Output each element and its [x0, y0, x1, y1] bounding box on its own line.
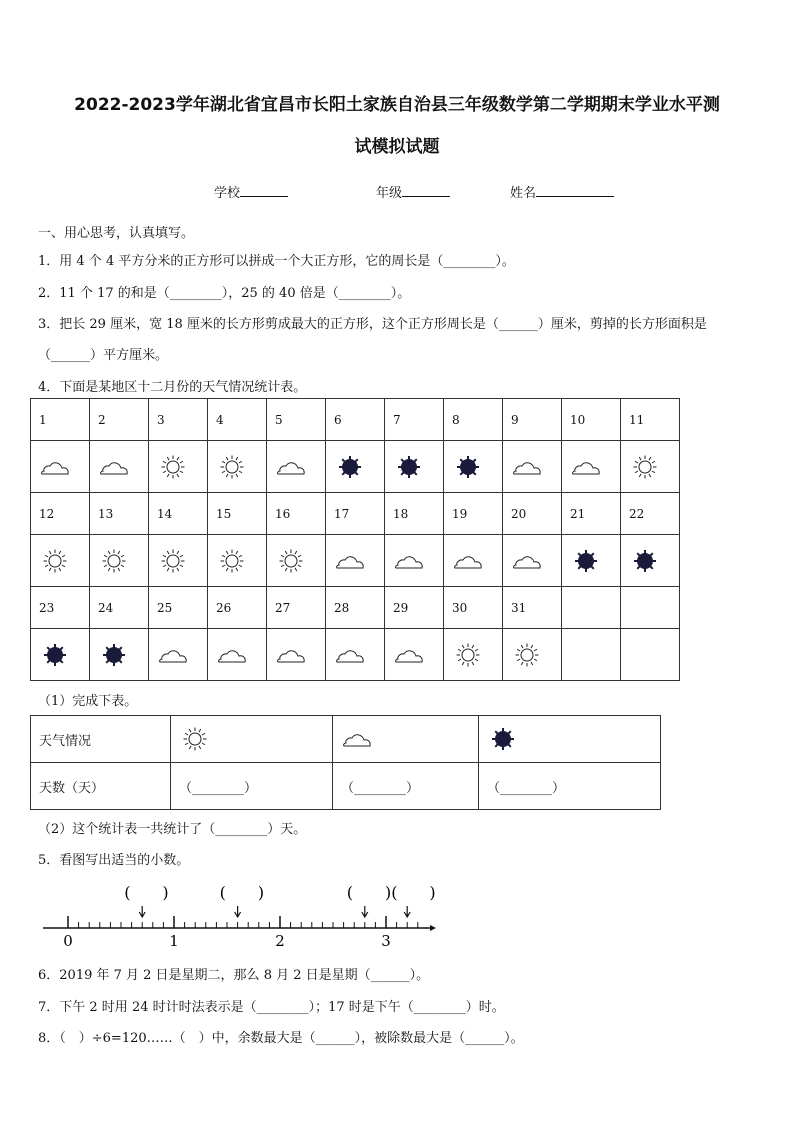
- cloud-icon: [511, 548, 543, 574]
- weather-icon-cell: [503, 629, 562, 681]
- summary-table: [30, 715, 661, 810]
- question-4-1: （1）完成下表。: [38, 694, 138, 709]
- weather-day-row: [31, 587, 680, 629]
- weather-icon-cell: [385, 441, 444, 493]
- answer-blank[interactable]: ( ): [391, 883, 436, 902]
- weather-day-cell: 16: [267, 493, 326, 535]
- sun-icon: [216, 548, 248, 574]
- weather-day-cell: 5: [267, 399, 326, 441]
- number-line-marker-arrow: [139, 906, 145, 917]
- weather-day-cell: 17: [326, 493, 385, 535]
- weather-icon-cell: [562, 629, 621, 681]
- cloud-icon: [98, 454, 130, 480]
- weather-icon-cell: [90, 629, 149, 681]
- cloud-icon: [275, 642, 307, 668]
- weather-icon-cell: [621, 535, 680, 587]
- school-blank[interactable]: [240, 184, 288, 197]
- weather-day-cell: 12: [31, 493, 90, 535]
- snow-icon: [570, 548, 602, 574]
- weather-day-cell: 14: [149, 493, 208, 535]
- grade-blank[interactable]: [402, 184, 450, 197]
- number-line-label: 3: [381, 932, 391, 950]
- weather-icon-cell: [385, 535, 444, 587]
- weather-icon-row: [31, 441, 680, 493]
- weather-icon-cell: [326, 535, 385, 587]
- snow-icon: [452, 454, 484, 480]
- question-6: 6．2019 年 7 月 2 日是星期二，那么 8 月 2 日是星期（______）。: [38, 968, 430, 983]
- snow-icon: [98, 642, 130, 668]
- question-3-line-2: （______）平方厘米。: [38, 348, 169, 363]
- weather-day-cell: 6: [326, 399, 385, 441]
- weather-icon-cell: [90, 441, 149, 493]
- weather-day-cell: 13: [90, 493, 149, 535]
- name-blank[interactable]: [536, 184, 614, 197]
- number-line-marker-arrow: [404, 906, 410, 917]
- cloud-icon: [393, 642, 425, 668]
- snow-icon: [393, 454, 425, 480]
- weather-day-row: [31, 493, 680, 535]
- weather-icon-cell: [267, 535, 326, 587]
- number-line: [38, 880, 458, 955]
- weather-day-cell: 20: [503, 493, 562, 535]
- name-field[interactable]: [510, 182, 614, 201]
- sun-icon: [629, 454, 661, 480]
- weather-day-cell: 19: [444, 493, 503, 535]
- weather-icon-cell: [503, 441, 562, 493]
- cloud-icon: [216, 642, 248, 668]
- weather-icon-cell: [208, 629, 267, 681]
- question-2: 2．11 个 17 的和是（________），25 的 40 倍是（________）。: [38, 286, 411, 301]
- question-1: 1．用 4 个 4 平方分米的正方形可以拼成一个大正方形，它的周长是（________）。: [38, 254, 515, 269]
- sun-icon: [157, 548, 189, 574]
- weather-day-cell: 23: [31, 587, 90, 629]
- summary-days-label: 天数（天）: [31, 763, 171, 810]
- weather-icon-cell: [149, 629, 208, 681]
- question-4-2: （2）这个统计表一共统计了（________）天。: [38, 822, 307, 837]
- weather-day-cell: [621, 587, 680, 629]
- cloud-icon: [275, 454, 307, 480]
- weather-day-cell: 31: [503, 587, 562, 629]
- question-5: 5．看图写出适当的小数。: [38, 853, 190, 868]
- sun-icon: [157, 454, 189, 480]
- weather-day-cell: [562, 587, 621, 629]
- section-heading-1: 一、用心思考，认真填写。: [38, 226, 195, 241]
- weather-day-cell: 3: [149, 399, 208, 441]
- cloud-icon: [341, 726, 373, 752]
- summary-sun-days-blank[interactable]: （________）: [171, 763, 333, 810]
- weather-icon-cell: [31, 441, 90, 493]
- school-field[interactable]: [214, 182, 288, 201]
- summary-weather-label: 天气情况: [31, 716, 171, 763]
- weather-icon-cell: [149, 535, 208, 587]
- weather-day-cell: 27: [267, 587, 326, 629]
- answer-blank[interactable]: ( ): [219, 883, 265, 902]
- number-line-marker-arrow: [235, 906, 241, 917]
- question-4: 4．下面是某地区十二月份的天气情况统计表。: [38, 380, 307, 395]
- sun-icon: [98, 548, 130, 574]
- weather-icon-cell: [90, 535, 149, 587]
- weather-day-cell: 11: [621, 399, 680, 441]
- weather-day-cell: 29: [385, 587, 444, 629]
- summary-snow-cell: [479, 716, 661, 763]
- weather-day-cell: 22: [621, 493, 680, 535]
- weather-icon-cell: [326, 441, 385, 493]
- weather-icon-cell: [326, 629, 385, 681]
- snow-icon: [39, 642, 71, 668]
- cloud-icon: [570, 454, 602, 480]
- answer-blank[interactable]: ( ): [346, 883, 392, 902]
- weather-day-cell: 7: [385, 399, 444, 441]
- weather-icon-cell: [267, 441, 326, 493]
- weather-icon-cell: [149, 441, 208, 493]
- weather-day-cell: 18: [385, 493, 444, 535]
- weather-day-cell: 21: [562, 493, 621, 535]
- title-line-1: 2022-2023学年湖北省宜昌市长阳土家族自治县三年级数学第二学期期末学业水平测: [74, 95, 720, 115]
- question-3-line-1: 3．把长 29 厘米，宽 18 厘米的长方形剪成最大的正方形，这个正方形周长是（______）厘米，剪掉的长方形面积是: [38, 317, 707, 332]
- weather-day-cell: 25: [149, 587, 208, 629]
- weather-day-cell: 15: [208, 493, 267, 535]
- number-line-marker-arrow: [362, 906, 368, 917]
- weather-icon-cell: [208, 535, 267, 587]
- weather-day-row: [31, 399, 680, 441]
- school-label: 学校: [214, 186, 241, 201]
- sun-icon: [179, 726, 211, 752]
- number-line-label: 0: [63, 932, 73, 950]
- weather-day-cell: 30: [444, 587, 503, 629]
- question-7: 7．下午 2 时用 24 时计时法表示是（________）；17 时是下午（________）时。: [38, 1000, 505, 1015]
- weather-day-cell: 2: [90, 399, 149, 441]
- sun-icon: [39, 548, 71, 574]
- answer-blank[interactable]: ( ): [124, 883, 169, 902]
- sun-icon: [275, 548, 307, 574]
- summary-cloud-cell: [333, 716, 479, 763]
- weather-icon-cell: [562, 441, 621, 493]
- title-line-2: 试模拟试题: [354, 137, 440, 157]
- question-8: 8．（ ）÷6=120……（ ）中，余数最大是（______），被除数最大是（______）。: [38, 1031, 524, 1046]
- cloud-icon: [511, 454, 543, 480]
- number-line-arrowhead: [430, 925, 436, 931]
- grade-label: 年级: [376, 186, 403, 201]
- weather-day-cell: 10: [562, 399, 621, 441]
- weather-icon-cell: [444, 535, 503, 587]
- weather-day-cell: 28: [326, 587, 385, 629]
- snow-icon: [334, 454, 366, 480]
- sun-icon: [511, 642, 543, 668]
- weather-day-cell: 4: [208, 399, 267, 441]
- cloud-icon: [39, 454, 71, 480]
- cloud-icon: [334, 642, 366, 668]
- cloud-icon: [452, 548, 484, 574]
- weather-icon-row: [31, 535, 680, 587]
- weather-icon-cell: [444, 441, 503, 493]
- weather-table: [30, 398, 680, 681]
- snow-icon: [487, 726, 519, 752]
- sun-icon: [452, 642, 484, 668]
- weather-day-cell: 8: [444, 399, 503, 441]
- name-label: 姓名: [510, 186, 537, 201]
- weather-icon-cell: [562, 535, 621, 587]
- weather-icon-cell: [208, 441, 267, 493]
- weather-icon-cell: [31, 535, 90, 587]
- cloud-icon: [334, 548, 366, 574]
- weather-icon-cell: [267, 629, 326, 681]
- cloud-icon: [157, 642, 189, 668]
- cloud-icon: [393, 548, 425, 574]
- weather-icon-cell: [621, 629, 680, 681]
- weather-icon-cell: [31, 629, 90, 681]
- weather-icon-cell: [444, 629, 503, 681]
- grade-field[interactable]: [376, 182, 450, 201]
- number-line-label: 1: [169, 932, 179, 950]
- weather-icon-row: [31, 629, 680, 681]
- weather-day-cell: 9: [503, 399, 562, 441]
- weather-icon-cell: [385, 629, 444, 681]
- number-line-label: 2: [275, 932, 285, 950]
- summary-cloud-days-blank[interactable]: （________）: [333, 763, 479, 810]
- weather-day-cell: 1: [31, 399, 90, 441]
- sun-icon: [216, 454, 248, 480]
- summary-sun-cell: [171, 716, 333, 763]
- weather-icon-cell: [621, 441, 680, 493]
- weather-day-cell: 24: [90, 587, 149, 629]
- summary-snow-days-blank[interactable]: （________）: [479, 763, 661, 810]
- snow-icon: [629, 548, 661, 574]
- weather-day-cell: 26: [208, 587, 267, 629]
- weather-icon-cell: [503, 535, 562, 587]
